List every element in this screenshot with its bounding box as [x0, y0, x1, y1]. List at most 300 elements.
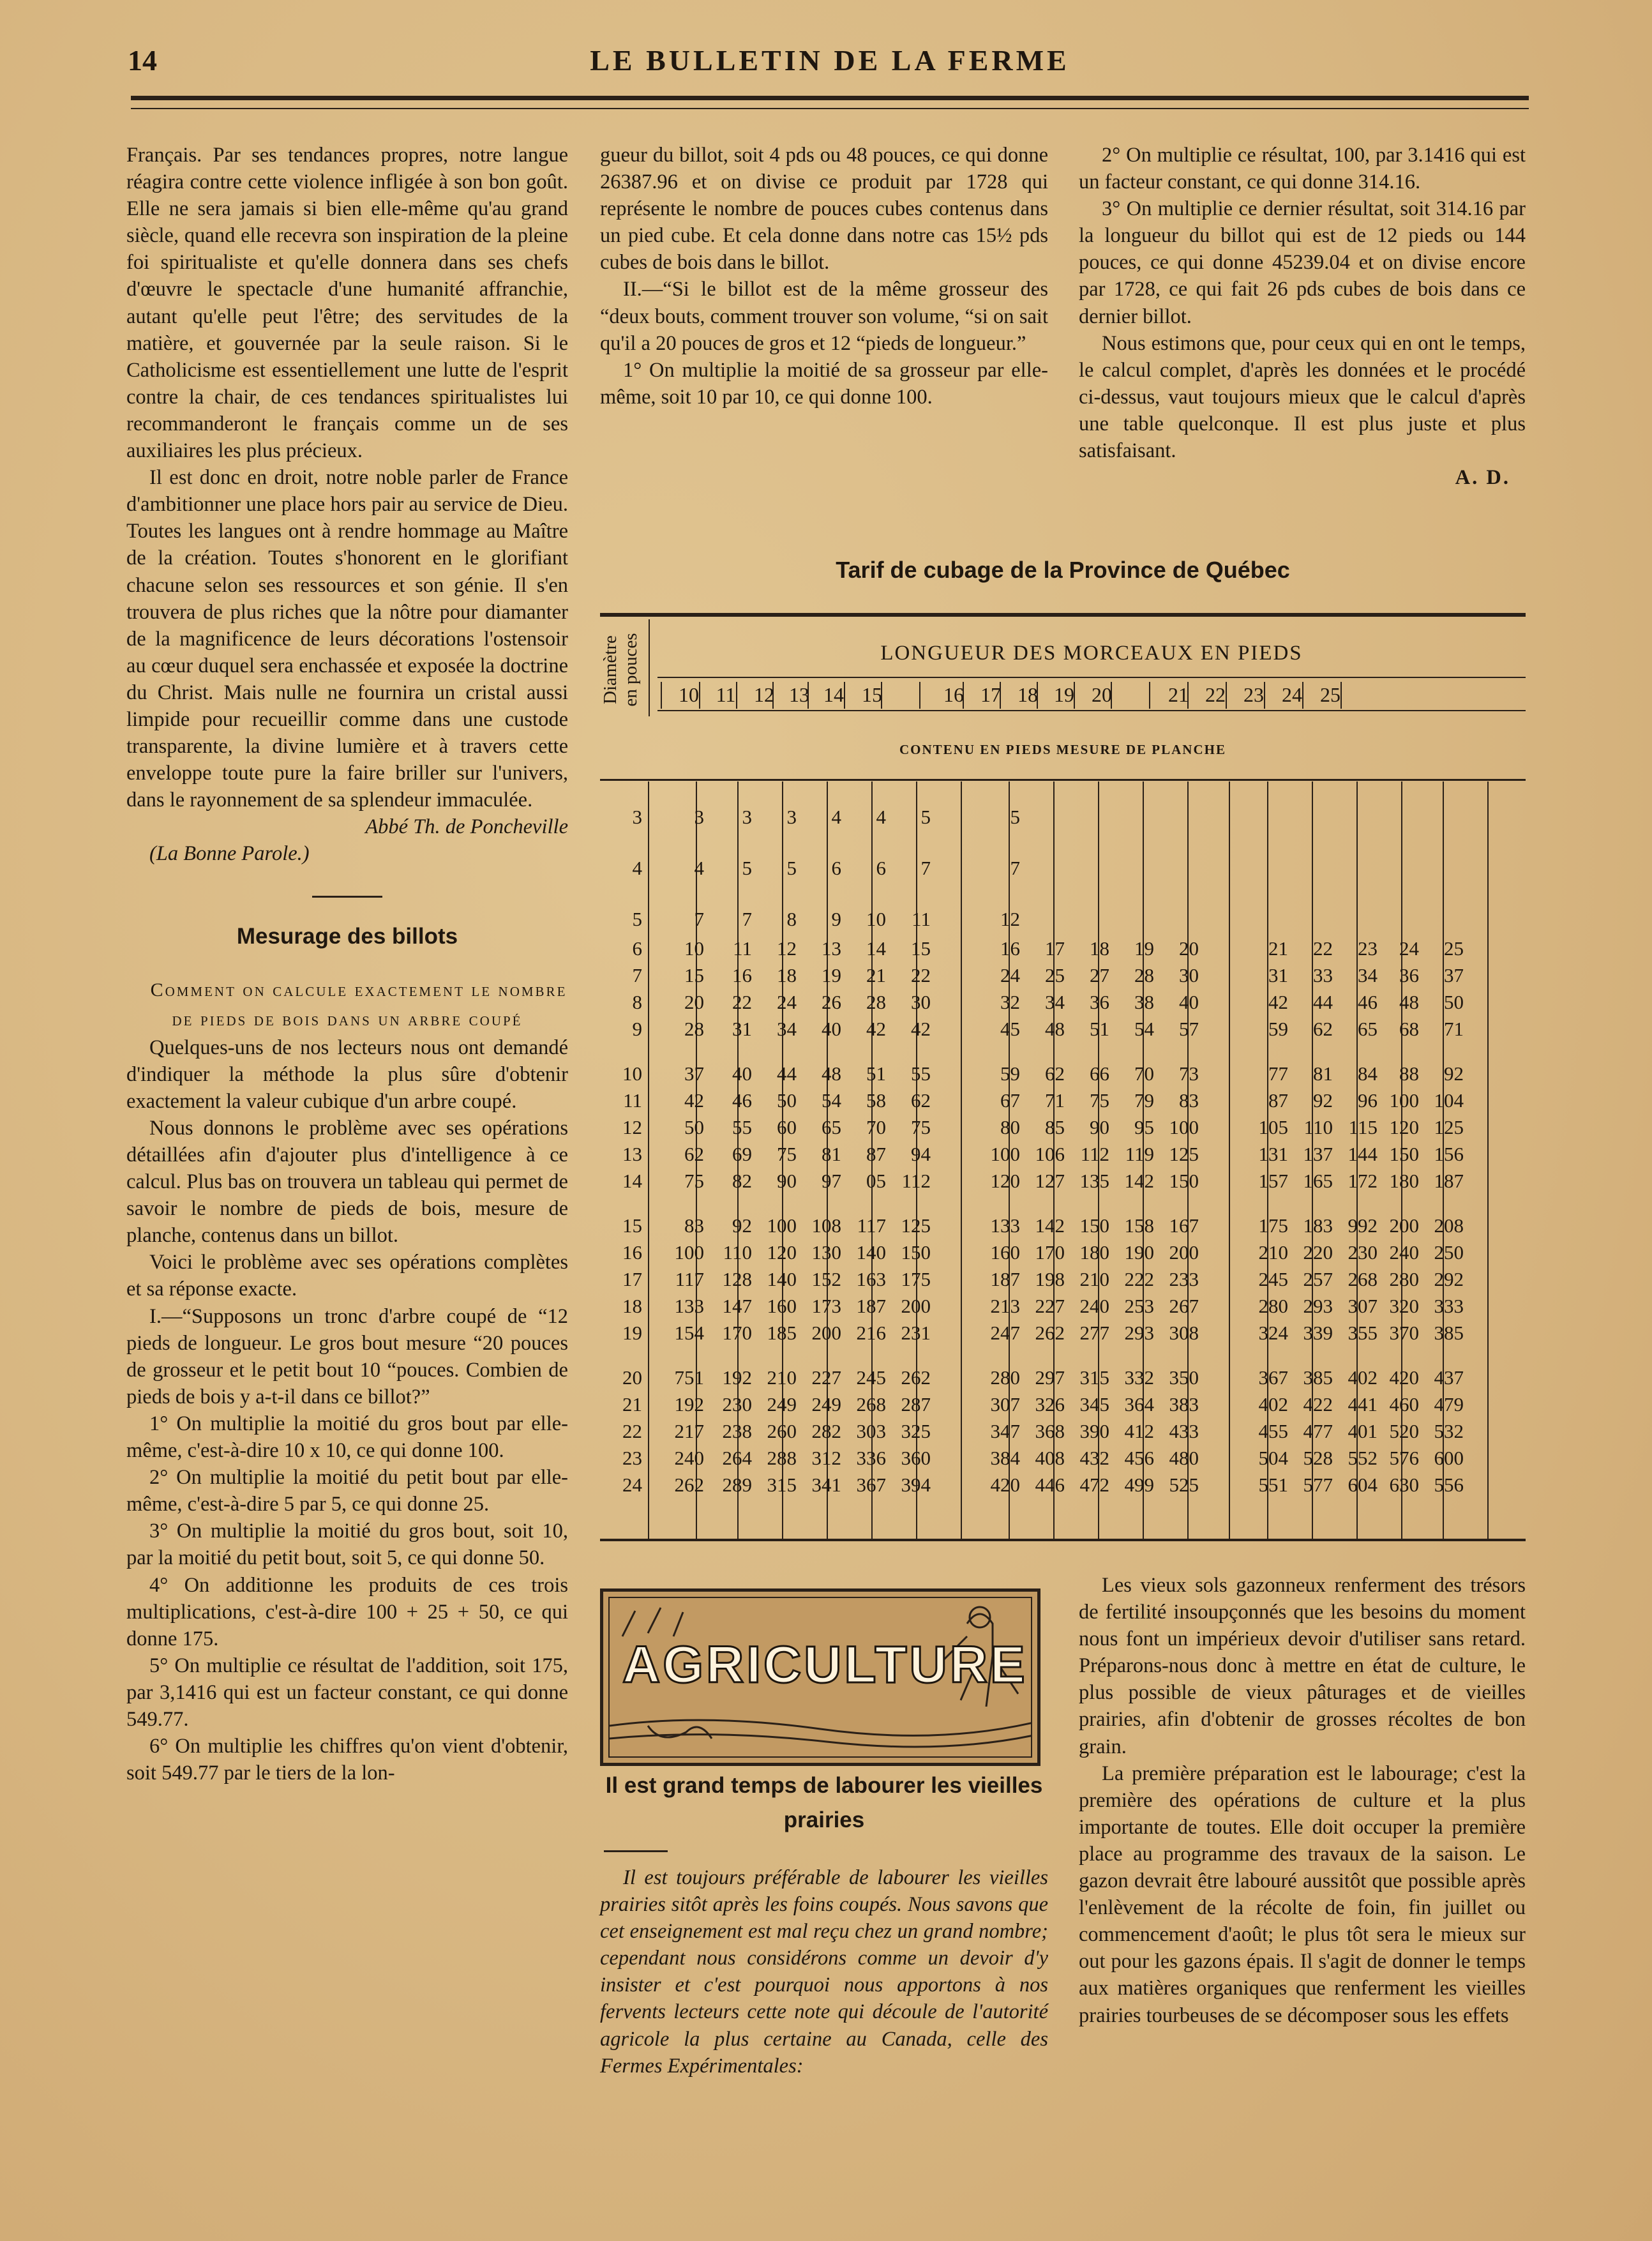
table-cell: 42	[1268, 991, 1288, 1013]
table-cell: 81	[822, 1143, 841, 1165]
table-cell: 292	[1434, 1268, 1464, 1290]
table-cell: 62	[1045, 1062, 1065, 1085]
table-cell: 71	[1045, 1089, 1065, 1112]
table-cell: 200	[811, 1322, 841, 1344]
table-cell: 31	[1268, 964, 1288, 986]
table-cell: 17	[1045, 937, 1065, 960]
table-cell: 402	[1258, 1393, 1288, 1415]
logo-word: AGRICULTURE	[622, 1636, 1028, 1694]
table-cell: 172	[1348, 1170, 1378, 1192]
table-cell: 50	[1444, 991, 1464, 1013]
length-header-cell: 12	[754, 683, 774, 706]
table-cell: 190	[1124, 1241, 1154, 1264]
table-cell: 12	[1000, 908, 1020, 930]
table-cell: 42	[866, 1018, 886, 1040]
table-cell: 150	[901, 1241, 931, 1264]
table-cell: 341	[811, 1474, 841, 1496]
table-cell: 104	[1434, 1089, 1464, 1112]
header-separator	[1149, 682, 1150, 709]
table-cell: 23	[1358, 937, 1378, 960]
table-cell: 751	[674, 1366, 704, 1389]
table-cell: 59	[1000, 1062, 1020, 1085]
table-cell: 412	[1124, 1420, 1154, 1442]
table-cell: 112	[901, 1170, 931, 1192]
table-cell: 62	[1313, 1018, 1333, 1040]
table-cell: 20	[684, 991, 704, 1013]
table-cell: 54	[822, 1089, 841, 1112]
diameter-cell: 21	[622, 1393, 642, 1415]
table-cell: 154	[674, 1322, 704, 1344]
table-cell: 7	[742, 908, 752, 930]
table-cell: 140	[767, 1268, 797, 1290]
table-cell: 180	[1389, 1170, 1419, 1192]
table-cell: 245	[1258, 1268, 1288, 1290]
length-header-cell: 24	[1282, 683, 1302, 706]
table-cell: 87	[1268, 1089, 1288, 1112]
table-cell: 156	[1434, 1143, 1464, 1165]
table-cell: 185	[767, 1322, 797, 1344]
table-cell: 152	[811, 1268, 841, 1290]
table-cell: 36	[1090, 991, 1109, 1013]
diameter-cell: 5	[632, 908, 642, 930]
diameter-cell: 11	[623, 1089, 642, 1112]
table-cell: 140	[856, 1241, 886, 1264]
table-rule	[600, 613, 1526, 617]
author-initials: A. D.	[1455, 466, 1510, 490]
table-cell: 51	[866, 1062, 886, 1085]
table-cell: 18	[777, 964, 797, 986]
column-line	[961, 781, 962, 1539]
table-cell: 150	[1079, 1214, 1109, 1237]
table-cell: 297	[1035, 1366, 1065, 1389]
table-cell: 333	[1434, 1295, 1464, 1317]
table-cell: 307	[1348, 1295, 1378, 1317]
table-cell: 364	[1124, 1393, 1154, 1415]
table-cell: 200	[901, 1295, 931, 1317]
table-cell: 75	[911, 1116, 931, 1138]
table-cell: 46	[732, 1089, 752, 1112]
table-cell: 8	[786, 908, 797, 930]
table-cell: 187	[990, 1268, 1020, 1290]
table-cell: 69	[732, 1143, 752, 1165]
paragraph: 1° On multiplie la moitié de sa grosseur par elle-même, soit 10 par 10, ce qui donne 100.	[600, 358, 1048, 409]
table-rule	[657, 677, 1526, 678]
header-separator	[772, 682, 774, 709]
table-cell: 28	[1134, 964, 1154, 986]
paragraph: Nous estimons que, pour ceux qui en ont le temps, le calcul complet, d'après les données et le procédé ci-dessus, vaut toujours mieux que le calcul d'après une table quelconque. Il est plus juste et plus satisfaisant.	[1079, 331, 1526, 463]
table-cell: 408	[1035, 1447, 1065, 1469]
table-cell: 11	[733, 937, 752, 960]
column-3	[1079, 142, 1526, 491]
table-cell: 128	[722, 1268, 752, 1290]
table-cell: 308	[1169, 1322, 1199, 1344]
length-header-cell: 18	[1017, 683, 1038, 706]
table-cell: 217	[674, 1420, 704, 1442]
table-cell: 83	[684, 1214, 704, 1237]
table-cell: 420	[1389, 1366, 1419, 1389]
table-cell: 48	[1045, 1018, 1065, 1040]
table-cell: 293	[1303, 1295, 1333, 1317]
table-cell: 79	[1134, 1089, 1154, 1112]
paragraph: 4° On additionne les produits de ces trois multiplications, c'est-à-dire 100 + 25 + 50, ce qui donne 175.	[126, 1573, 568, 1650]
divider	[312, 896, 382, 898]
table-cell: 7	[694, 908, 704, 930]
table-cell: 7	[1010, 857, 1020, 879]
table-cell: 240	[1389, 1241, 1419, 1264]
table-cell: 21	[1268, 937, 1288, 960]
table-cell: 390	[1079, 1420, 1109, 1442]
table-cell: 360	[901, 1447, 931, 1469]
table-cell: 30	[1179, 964, 1199, 986]
header-separator	[1340, 682, 1342, 709]
table-cell: 158	[1124, 1214, 1154, 1237]
table-cell: 630	[1389, 1474, 1419, 1496]
table-cell: 59	[1268, 1018, 1288, 1040]
table-cell: 65	[822, 1116, 841, 1138]
table-cell: 250	[1434, 1241, 1464, 1264]
header-separator	[1264, 682, 1265, 709]
column-2	[600, 142, 1048, 411]
table-cell: 44	[777, 1062, 797, 1085]
table-cell: 157	[1258, 1170, 1288, 1192]
table-cell: 110	[1303, 1116, 1333, 1138]
table-cell: 303	[856, 1420, 886, 1442]
table-cell: 108	[811, 1214, 841, 1237]
table-cell: 175	[901, 1268, 931, 1290]
column-3-bottom	[1079, 1572, 1526, 2029]
table-cell: 15	[684, 964, 704, 986]
table-cell: 10	[684, 937, 704, 960]
table-cell: 51	[1090, 1018, 1109, 1040]
agriculture-logo	[600, 1588, 1040, 1766]
header-separator	[1074, 682, 1075, 709]
table-cell: 144	[1348, 1143, 1378, 1165]
table-cell: 66	[1090, 1062, 1109, 1085]
length-header-cell: 13	[789, 683, 809, 706]
paragraph: Français. Par ses tendances propres, notre langue réagira contre cette violence infligée à son bon goût. Elle ne sera jamais si bien elle-même qu'au grand siècle, quand elle recevra son inspiration de la pleine foi spiritualiste et qu'elle donnera dans ses chefs d'œuvre le spectacle d'une humanité affranchie, autant qu'elle peut l'être; des servitudes de la matière, et gouvernée par la seule raison. Si le Catholicisme est essentiellement une lutte de l'esprit contre la chair, de ces tendances spiritualistes lui recommanderont le français comme un de ses auxiliaires les plus précieux.	[126, 144, 568, 463]
table-cell: 90	[777, 1170, 797, 1192]
table-cell: 433	[1169, 1420, 1199, 1442]
table-cell: 77	[1268, 1062, 1288, 1085]
table-cell: 556	[1434, 1474, 1464, 1496]
diameter-cell: 6	[632, 937, 642, 960]
table-cell: 280	[990, 1366, 1020, 1389]
table-cell: 11	[912, 908, 931, 930]
table-cell: 532	[1434, 1420, 1464, 1442]
table-cell: 6	[876, 857, 886, 879]
table-cell: 42	[911, 1018, 931, 1040]
table-cell: 385	[1434, 1322, 1464, 1344]
table-cell: 92	[1444, 1062, 1464, 1085]
table-cell: 37	[684, 1062, 704, 1085]
paragraph: Voici le problème avec ses opérations complètes et sa réponse exacte.	[126, 1251, 568, 1301]
table-cell: 14	[866, 937, 886, 960]
table-cell: 3	[742, 806, 752, 828]
table-cell: 55	[911, 1062, 931, 1085]
table-cell: 92	[732, 1214, 752, 1237]
table-cell: 26	[822, 991, 841, 1013]
table-cell: 133	[990, 1214, 1020, 1237]
table-cell: 25	[1045, 964, 1065, 986]
paragraph: 2° On multiplie la moitié du petit bout par elle-même, c'est-à-dire 5 par 5, ce qui donne 25.	[126, 1466, 568, 1516]
agriculture-title: Il est grand temps de labourer les vieilles prairies	[605, 1773, 1043, 1832]
table-cell: 401	[1348, 1420, 1378, 1442]
diameter-label: Diamètre en pouces	[600, 633, 641, 707]
table-cell: 82	[732, 1170, 752, 1192]
table-cell: 187	[856, 1295, 886, 1317]
table-cell: 324	[1258, 1322, 1288, 1344]
header-separator	[881, 682, 882, 709]
diameter-cell: 16	[622, 1241, 642, 1264]
page-header	[128, 43, 1532, 88]
page-number: 14	[128, 44, 157, 77]
logo-frame	[608, 1597, 1032, 1758]
table-cell: 19	[1134, 937, 1154, 960]
table-cell: 110	[723, 1241, 752, 1264]
table-cell: 249	[811, 1393, 841, 1415]
table-cell: 350	[1169, 1366, 1199, 1389]
table-cell: 97	[822, 1170, 841, 1192]
diameter-cell: 15	[622, 1214, 642, 1237]
table-cell: 383	[1169, 1393, 1199, 1415]
table-cell: 44	[1313, 991, 1333, 1013]
paragraph: II.—“Si le billot est de la même grosseur des “deux bouts, comment trouver son volume, “si on sait qu'il a 20 pouces de gros et 12 “pieds de longueur.”	[600, 278, 1048, 355]
table-cell: 100	[1169, 1116, 1199, 1138]
table-cell: 163	[856, 1268, 886, 1290]
table-cell: 100	[674, 1241, 704, 1264]
length-header-cell: 21	[1168, 683, 1189, 706]
table-cell: 240	[1079, 1295, 1109, 1317]
table-cell: 216	[856, 1322, 886, 1344]
table-cell: 38	[1134, 991, 1154, 1013]
length-header-cell: 14	[823, 683, 844, 706]
table-cell: 173	[811, 1295, 841, 1317]
table-cell: 62	[684, 1143, 704, 1165]
table-cell: 183	[1303, 1214, 1333, 1237]
length-header-cell: 23	[1243, 683, 1264, 706]
table-cell: 170	[722, 1322, 752, 1344]
table-cell: 68	[1399, 1018, 1419, 1040]
table-cell: 24	[1399, 937, 1419, 960]
table-cell: 95	[1134, 1116, 1154, 1138]
paragraph: 1° On multiplie la moitié du gros bout par elle-même, c'est-à-dire 10 x 10, ce qui donne 100.	[126, 1412, 568, 1463]
header-separator	[1226, 682, 1227, 709]
table-cell: 150	[1169, 1170, 1199, 1192]
paragraph: Nous donnons le problème avec ses opérations détaillées afin d'ajouter plus d'intelligence à ce calcul. Plus bas on trouvera un tableau qui permet de savoir le nombre de pieds de bois, mesure de planche, contenus dans un billot.	[126, 1116, 568, 1248]
table-cell: 100	[990, 1143, 1020, 1165]
header-separator	[661, 682, 662, 709]
table-cell: 175	[1258, 1214, 1288, 1237]
table-rule	[600, 779, 1526, 781]
table-cell: 120	[990, 1170, 1020, 1192]
table-cell: 247	[990, 1322, 1020, 1344]
table-cell: 192	[674, 1393, 704, 1415]
table-cell: 15	[911, 937, 931, 960]
table-cell: 37	[1444, 964, 1464, 986]
table-cell: 233	[1169, 1268, 1199, 1290]
table-cell: 4	[831, 806, 841, 828]
table-cell: 50	[777, 1089, 797, 1112]
table-cell: 213	[990, 1295, 1020, 1317]
table-cell: 370	[1389, 1322, 1419, 1344]
length-header-cell: 25	[1320, 683, 1340, 706]
paragraph: I.—“Supposons un tronc d'arbre coupé de “12 pieds de longueur. Le gros bout mesure “20 pouces de grosseur et le petit bout 10 “pouces. Combien de pieds de bois y a-t-il dans ce billot?”	[126, 1304, 568, 1408]
table-cell: 27	[1090, 964, 1109, 986]
table-cell: 326	[1035, 1393, 1065, 1415]
table-cell: 117	[857, 1214, 886, 1237]
table-cell: 22	[911, 964, 931, 986]
table-cell: 551	[1258, 1474, 1288, 1496]
diameter-cell: 10	[622, 1062, 642, 1085]
table-cell: 127	[1035, 1170, 1065, 1192]
length-header-cell: 22	[1205, 683, 1226, 706]
table-cell: 32	[1000, 991, 1020, 1013]
length-header-cell: 11	[716, 683, 736, 706]
table-cell: 262	[901, 1366, 931, 1389]
table-cell: 402	[1348, 1366, 1378, 1389]
table-cell: 130	[811, 1241, 841, 1264]
header-separator	[736, 682, 737, 709]
table-cell: 75	[1090, 1089, 1109, 1112]
table-cell: 320	[1389, 1295, 1419, 1317]
table-cell: 28	[684, 1018, 704, 1040]
table-cell: 80	[1000, 1116, 1020, 1138]
column-line	[648, 781, 649, 1539]
table-cell: 119	[1125, 1143, 1154, 1165]
table-cell: 167	[1169, 1214, 1199, 1237]
table-cell: 245	[856, 1366, 886, 1389]
section-subtitle: Comment on calcule exactement le nombre de pieds de bois dans un arbre coupé	[150, 979, 567, 1030]
table-cell: 28	[866, 991, 886, 1013]
table-cell: 70	[866, 1116, 886, 1138]
table-cell: 604	[1348, 1474, 1378, 1496]
table-cell: 24	[777, 991, 797, 1013]
table-cell: 5	[786, 857, 797, 879]
paragraph: 3° On multiplie ce dernier résultat, soit 314.16 par la longueur du billot qui est de 12 pieds ou 144 pouces, ce qui donne 45239.04 et on divise encore par 1728, ce qui fait 26 pds cubes de bois dans ce dernier billot.	[1079, 197, 1526, 328]
table-cell: 85	[1045, 1116, 1065, 1138]
table-cell: 05	[866, 1170, 886, 1192]
diameter-cell: 20	[622, 1366, 642, 1389]
table-cell: 120	[767, 1241, 797, 1264]
diameter-cell: 4	[632, 857, 642, 879]
table-cell: 34	[1045, 991, 1065, 1013]
header-separator	[1037, 682, 1038, 709]
table-cell: 9	[831, 908, 841, 930]
table-cell: 48	[1399, 991, 1419, 1013]
table-title: Tarif de cubage de la Province de Québec	[836, 557, 1290, 583]
table-cell: 992	[1348, 1214, 1378, 1237]
diameter-cell: 23	[622, 1447, 642, 1469]
table-cell: 227	[1035, 1295, 1065, 1317]
table-cell: 12	[777, 937, 797, 960]
column-line	[1229, 781, 1230, 1539]
table-cell: 384	[990, 1447, 1020, 1469]
table-cell: 368	[1035, 1420, 1065, 1442]
table-cell: 125	[1169, 1143, 1199, 1165]
table-cell: 552	[1348, 1447, 1378, 1469]
diameter-cell: 12	[622, 1116, 642, 1138]
table-cell: 268	[1348, 1268, 1378, 1290]
table-cell: 208	[1434, 1214, 1464, 1237]
table-cell: 187	[1434, 1170, 1464, 1192]
header-separator	[1302, 682, 1303, 709]
table-cell: 504	[1258, 1447, 1288, 1469]
table-cell: 5	[742, 857, 752, 879]
table-cell: 62	[911, 1089, 931, 1112]
table-cell: 5	[920, 806, 931, 828]
table-cell: 577	[1303, 1474, 1333, 1496]
table-cell: 4	[694, 857, 704, 879]
agriculture-intro-column	[600, 1864, 1048, 2079]
table-cell: 36	[1399, 964, 1419, 986]
table-cell: 160	[990, 1241, 1020, 1264]
table-cell: 54	[1134, 1018, 1154, 1040]
table-cell: 40	[822, 1018, 841, 1040]
table-cell: 34	[1358, 964, 1378, 986]
table-cell: 520	[1389, 1420, 1419, 1442]
table-cell: 282	[811, 1420, 841, 1442]
table-cell: 24	[1000, 964, 1020, 986]
table-cell: 347	[990, 1420, 1020, 1442]
table-cell: 42	[684, 1089, 704, 1112]
table-cell: 479	[1434, 1393, 1464, 1415]
diameter-cell: 13	[622, 1143, 642, 1165]
table-cell: 67	[1000, 1089, 1020, 1112]
table-cell: 5	[1010, 806, 1020, 828]
length-header-cell: 15	[862, 683, 882, 706]
paragraph: La première préparation est le labourage; c'est la première des opérations de culture et la plus importante de toutes. Elle doit occuper la première place au programme des travaux de la saison. Le gazon devrait être labouré aussitôt que possible après l'enlèvement de la récolte de foin, fin juillet ou commencement d'août; le plus tôt sera le mieux sur out pour les gazons épais. Il s'agit de donner le temps aux matières organiques que renferment les vieilles prairies tourbeuses de se décomposer sous les effets	[1079, 1762, 1526, 2027]
table-cell: 367	[1258, 1366, 1288, 1389]
table-cell: 499	[1124, 1474, 1154, 1496]
table-cell: 160	[767, 1295, 797, 1317]
table-cell: 21	[866, 964, 886, 986]
table-cell: 6	[831, 857, 841, 879]
length-header-cell: 10	[679, 683, 699, 706]
table-cell: 16	[1000, 937, 1020, 960]
table-cell: 456	[1124, 1447, 1154, 1469]
table-cell: 133	[674, 1295, 704, 1317]
table-cell: 385	[1303, 1366, 1333, 1389]
paragraph: 5° On multiplie ce résultat de l'addition, soit 175, par 3,1416 qui est un facteur constant, ce qui donne 549.77.	[126, 1654, 568, 1731]
table-cell: 293	[1124, 1322, 1154, 1344]
table-cell: 253	[1124, 1295, 1154, 1317]
table-cell: 600	[1434, 1447, 1464, 1469]
table-cell: 525	[1169, 1474, 1199, 1496]
diameter-cell: 8	[632, 991, 642, 1013]
table-cell: 96	[1358, 1089, 1378, 1112]
table-cell: 312	[811, 1447, 841, 1469]
diameter-cell: 22	[622, 1420, 642, 1442]
diameter-cell: 24	[622, 1474, 642, 1496]
length-header-cell: 16	[943, 683, 964, 706]
table-cell: 57	[1179, 1018, 1199, 1040]
table-cell: 83	[1179, 1089, 1199, 1112]
table-cell: 441	[1348, 1393, 1378, 1415]
article-source: (La Bonne Parole.)	[149, 842, 310, 866]
diameter-cell: 17	[622, 1268, 642, 1290]
table-cell: 277	[1079, 1322, 1109, 1344]
table-cell: 249	[767, 1393, 797, 1415]
header-separator	[1000, 682, 1001, 709]
column-line	[1487, 781, 1489, 1539]
table-cell: 125	[1434, 1116, 1464, 1138]
table-cell: 528	[1303, 1447, 1333, 1469]
table-cell: 230	[722, 1393, 752, 1415]
table-cell: 394	[901, 1474, 931, 1496]
length-header: LONGUEUR DES MORCEAUX EN PIEDS	[880, 642, 1303, 665]
table-cell: 336	[856, 1447, 886, 1469]
table-cell: 210	[767, 1366, 797, 1389]
